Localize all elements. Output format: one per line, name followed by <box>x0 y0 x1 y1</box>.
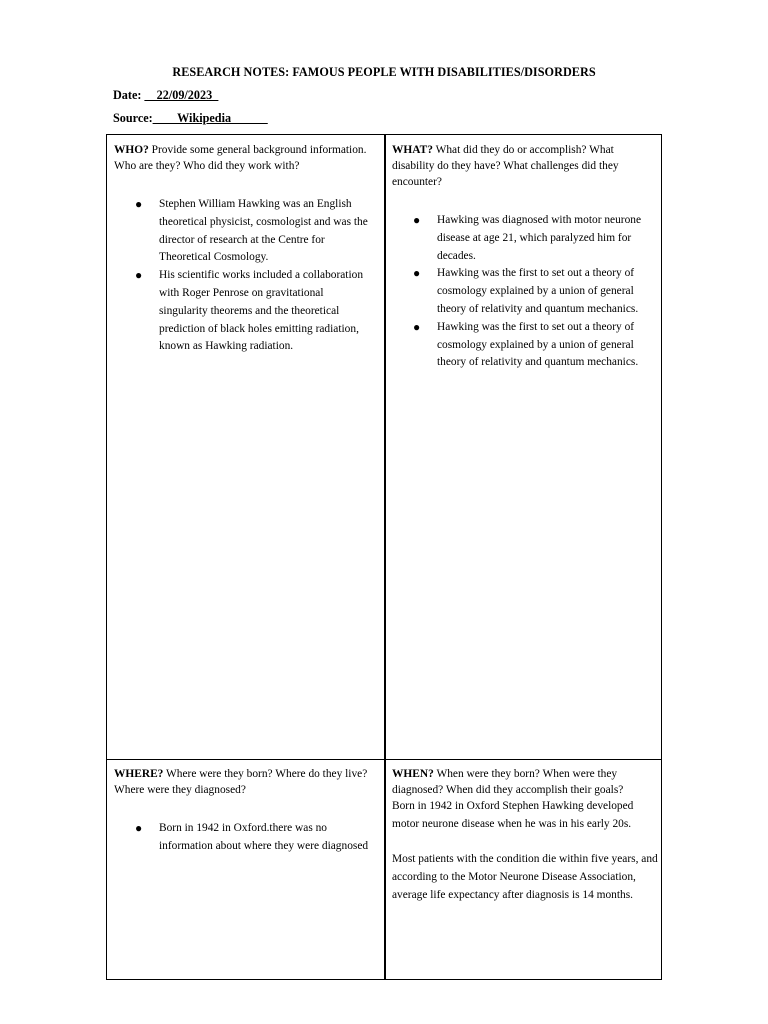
where-cell <box>114 766 380 856</box>
document-title: RESEARCH NOTES: FAMOUS PEOPLE WITH DISABILITIES/DISORDERS <box>172 65 596 79</box>
notes-table <box>106 134 662 980</box>
when-paragraph: Most patients with the condition die within five years, and according to the Motor Neurone Disease Association, average life expectancy after diagnosis is 14 months. <box>392 853 658 901</box>
bullet-icon: ● <box>135 268 143 283</box>
when-heading: WHEN? <box>392 768 434 780</box>
who-bullet-text: His scientific works included a collaboration with Roger Penrose on gravitational singularity theorems and the theoretical prediction of black holes emitting radiation, known as Hawking radiation. <box>159 269 364 353</box>
source-line <box>113 110 268 126</box>
bullet-icon: ● <box>413 319 421 334</box>
who-bullet-text: Stephen William Hawking was an English theoretical physicist, cosmologist and was the director of research at the Centre for Theoretical Cosmology. <box>159 198 368 264</box>
who-prompt <box>114 142 380 174</box>
source-value: ____Wikipedia______ <box>152 111 268 125</box>
what-heading: WHAT? <box>392 144 433 156</box>
column-divider <box>384 135 386 979</box>
what-prompt <box>392 142 658 190</box>
source-label: Source: <box>113 111 153 125</box>
what-bullet-text: Hawking was the first to set out a theory of cosmology explained by a union of general theory of relativity and quantum mechanics. <box>437 267 639 315</box>
date-label: Date: <box>113 88 142 102</box>
when-paragraph: Born in 1942 in Oxford Stephen Hawking developed motor neurone disease when he was in his early 20s. <box>392 800 634 830</box>
what-prompt-text: What did they do or accomplish? What disability do they have? What challenges did they encounter? <box>392 144 619 188</box>
list-item <box>114 196 380 267</box>
bullet-icon: ● <box>413 266 421 281</box>
what-bullet-text: Hawking was diagnosed with motor neurone disease at age 21, which paralyzed him for decades. <box>437 214 642 262</box>
list-item <box>114 820 380 856</box>
date-value: __22/09/2023_ <box>144 88 219 102</box>
list-item <box>392 212 658 265</box>
where-bullet-text: Born in 1942 in Oxford.there was no information about where they were diagnosed <box>159 822 369 852</box>
bullet-icon: ● <box>413 213 421 227</box>
what-bullet-text: Hawking was the first to set out a theory of cosmology explained by a union of general theory of relativity and quantum mechanics. <box>437 320 639 369</box>
list-item <box>392 265 658 318</box>
what-cell <box>392 142 658 372</box>
who-heading: WHO? <box>114 144 149 156</box>
who-prompt-text: Provide some general background information. Who are they? Who did they work with? <box>114 144 367 172</box>
where-bullet-list <box>114 820 380 856</box>
when-prompt <box>392 766 658 798</box>
bullet-icon: ● <box>135 197 143 211</box>
row-divider <box>107 759 661 760</box>
bullet-icon: ● <box>135 821 143 835</box>
where-prompt <box>114 766 380 798</box>
where-heading: WHERE? <box>114 768 164 780</box>
list-item <box>114 267 380 356</box>
list-item <box>392 319 658 372</box>
when-cell <box>392 766 658 905</box>
what-bullet-list <box>392 212 658 372</box>
when-prompt-text: When were they born? When were they diagnosed? When did they accomplish their goals? <box>392 768 624 796</box>
where-prompt-text: Where were they born? Where do they live? Where were they diagnosed? <box>114 768 368 796</box>
who-bullet-list <box>114 196 380 356</box>
who-cell <box>114 142 380 356</box>
date-line <box>113 87 218 103</box>
